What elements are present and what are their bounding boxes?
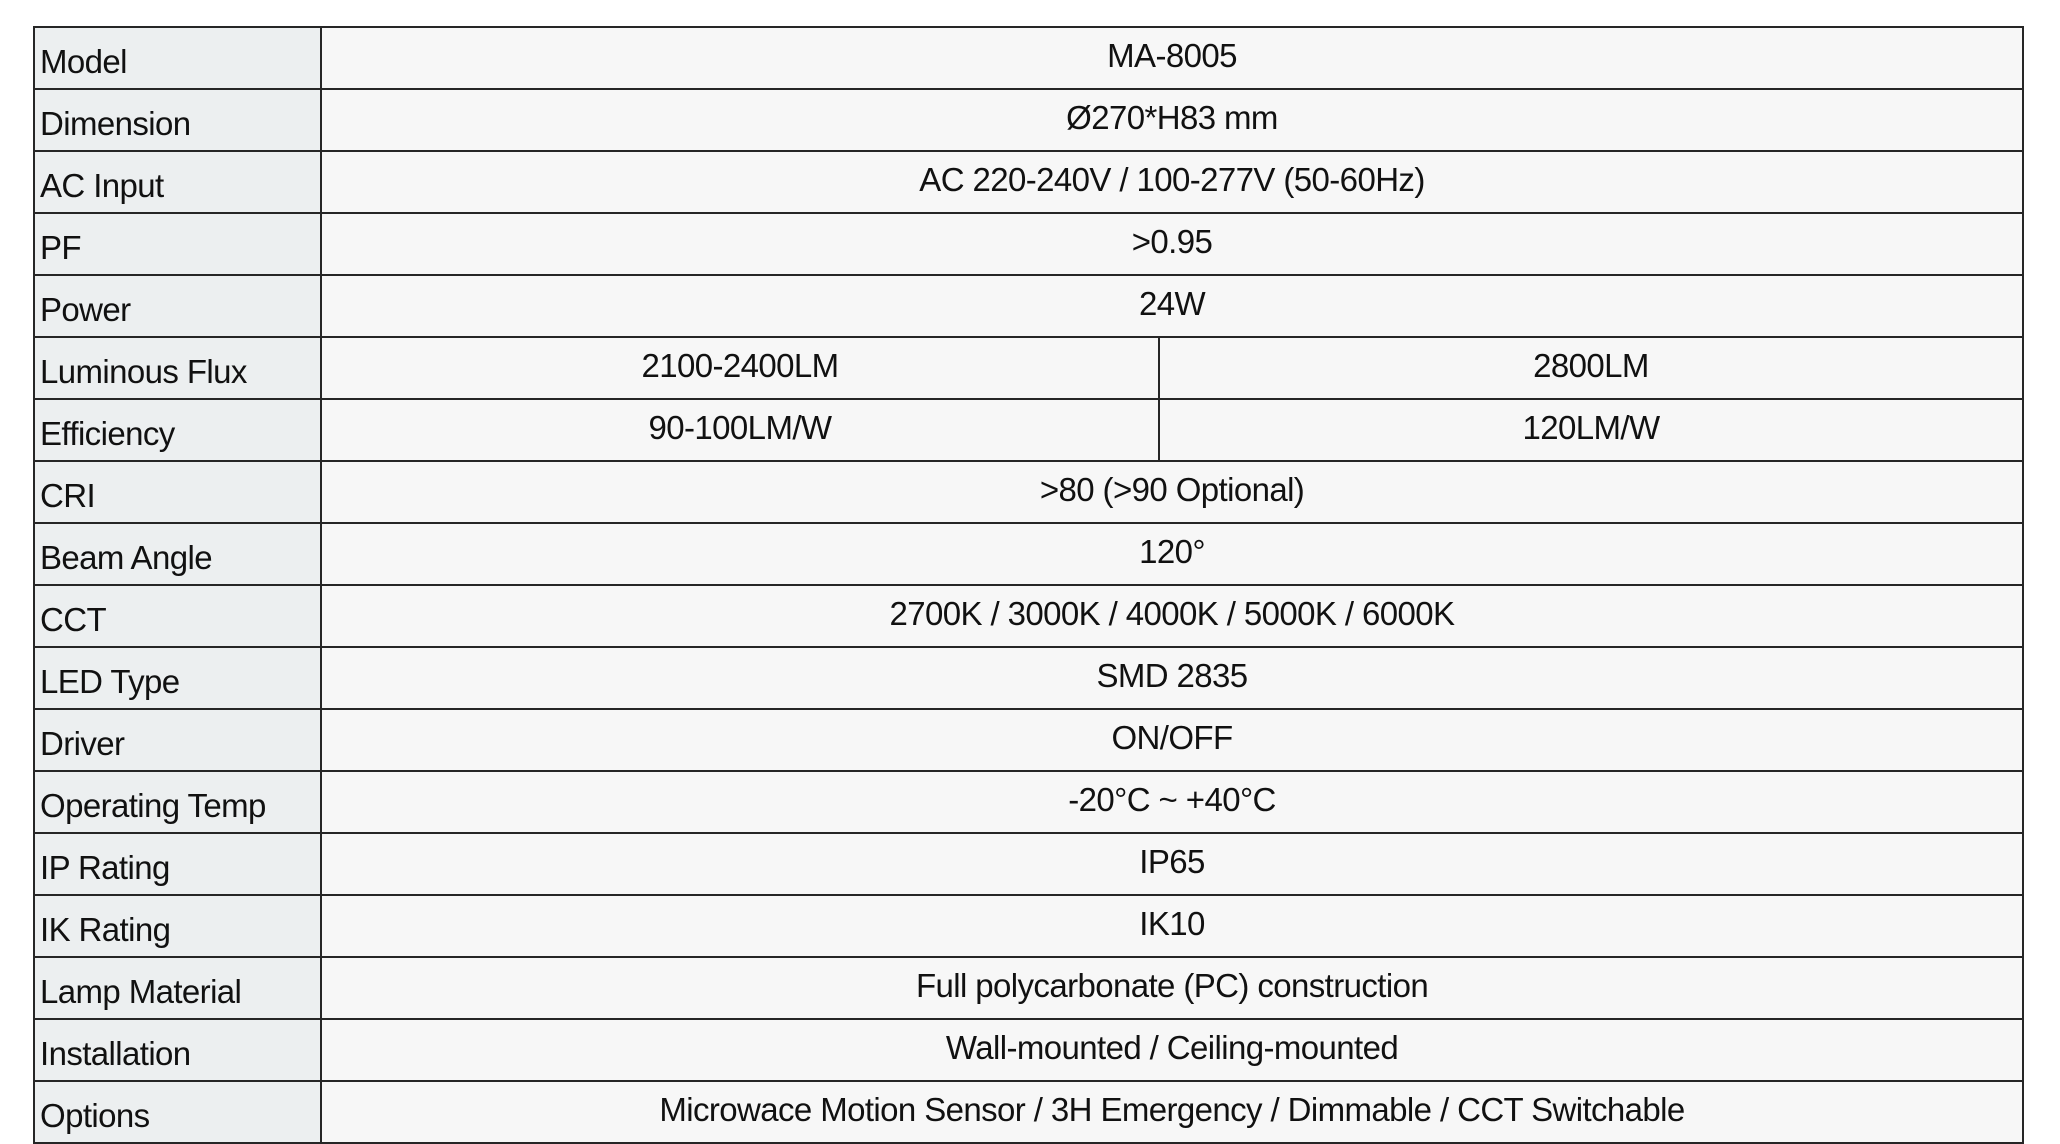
row-value-right: 120LM/W: [1159, 399, 2023, 461]
row-label: Installation: [34, 1019, 321, 1081]
table-row-cct: [34, 585, 2023, 647]
row-value: >80 (>90 Optional): [321, 461, 2023, 523]
row-value: AC 220-240V / 100-277V (50-60Hz): [321, 151, 2023, 213]
row-value-left: 2100-2400LM: [321, 337, 1159, 399]
table-row-pf: [34, 213, 2023, 275]
row-label: Model: [34, 27, 321, 89]
row-label: IK Rating: [34, 895, 321, 957]
row-label: CCT: [34, 585, 321, 647]
row-label: Driver: [34, 709, 321, 771]
row-label: Dimension: [34, 89, 321, 151]
row-value: Ø270*H83 mm: [321, 89, 2023, 151]
row-value: >0.95: [321, 213, 2023, 275]
row-label: Options: [34, 1081, 321, 1143]
row-label: LED Type: [34, 647, 321, 709]
row-value: Microwace Motion Sensor / 3H Emergency / Dimmable / CCT Switchable: [321, 1081, 2023, 1143]
table-row-power: [34, 275, 2023, 337]
table-row-ik-rating: [34, 895, 2023, 957]
row-label: Efficiency: [34, 399, 321, 461]
row-value: 120°: [321, 523, 2023, 585]
row-value: ON/OFF: [321, 709, 2023, 771]
row-value: Wall-mounted / Ceiling-mounted: [321, 1019, 2023, 1081]
row-label: CRI: [34, 461, 321, 523]
row-label: Luminous Flux: [34, 337, 321, 399]
row-label: Beam Angle: [34, 523, 321, 585]
table-row-operating-temp: [34, 771, 2023, 833]
row-label: PF: [34, 213, 321, 275]
table-row-ac-input: [34, 151, 2023, 213]
row-value: IK10: [321, 895, 2023, 957]
table-row-installation: [34, 1019, 2023, 1081]
table-row-cri: [34, 461, 2023, 523]
table-row-led-type: [34, 647, 2023, 709]
row-value-left: 90-100LM/W: [321, 399, 1159, 461]
table-row-driver: [34, 709, 2023, 771]
row-label: Power: [34, 275, 321, 337]
table-row-efficiency: [34, 399, 2023, 461]
row-label: Lamp Material: [34, 957, 321, 1019]
row-value: SMD 2835: [321, 647, 2023, 709]
table-row-lamp-material: [34, 957, 2023, 1019]
table-row-ip-rating: [34, 833, 2023, 895]
row-label: AC Input: [34, 151, 321, 213]
row-value-right: 2800LM: [1159, 337, 2023, 399]
row-value: MA-8005: [321, 27, 2023, 89]
table-row-model: [34, 27, 2023, 89]
table-row-dimension: [34, 89, 2023, 151]
row-value: 24W: [321, 275, 2023, 337]
row-value: -20°C ~ +40°C: [321, 771, 2023, 833]
table-row-beam-angle: [34, 523, 2023, 585]
table-row-options: [34, 1081, 2023, 1143]
row-value: IP65: [321, 833, 2023, 895]
row-label: Operating Temp: [34, 771, 321, 833]
row-value: 2700K / 3000K / 4000K / 5000K / 6000K: [321, 585, 2023, 647]
table-row-luminous-flux: [34, 337, 2023, 399]
row-label: IP Rating: [34, 833, 321, 895]
spec-table: [33, 26, 2024, 1144]
row-value: Full polycarbonate (PC) construction: [321, 957, 2023, 1019]
